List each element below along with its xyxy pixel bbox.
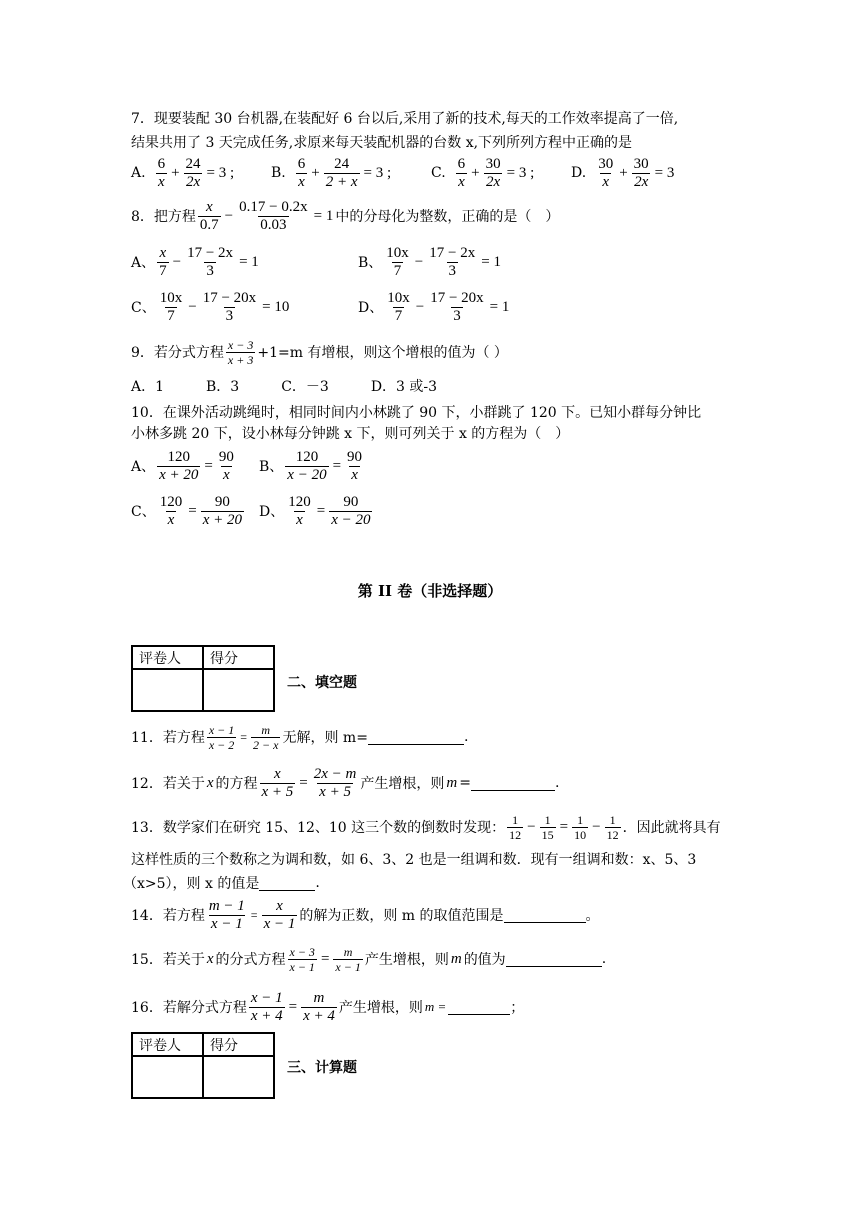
q11-end: .: [463, 729, 469, 745]
op: =: [204, 457, 213, 474]
q10-text-2: 小林多跳 20 下，设小林每分钟跳 x 下，则可列关于 x 的方程为（ ）: [131, 426, 570, 442]
answer-blank[interactable]: [471, 776, 555, 791]
rhs: = 3: [654, 164, 675, 181]
frac-num: 17 − 2x: [429, 244, 476, 261]
frac-num: 10x: [159, 289, 183, 306]
frac-den: 3: [453, 307, 461, 324]
q15-end: .: [601, 951, 607, 967]
frac-den: 7: [167, 307, 175, 324]
frac-num: 120: [167, 448, 191, 465]
rhs: = 1: [481, 253, 501, 270]
q13-line1: [131, 809, 721, 845]
frac-num: 90: [218, 448, 234, 465]
answer-blank[interactable]: [506, 952, 602, 967]
frac-den: 2 − x: [253, 737, 279, 752]
q15-suffix-2: 的值为: [463, 952, 506, 968]
grader-cell[interactable]: [132, 1056, 203, 1098]
rhs: = 1: [313, 207, 334, 224]
op: =: [188, 502, 197, 519]
q16-suffix: 产生增根，则: [338, 1000, 423, 1016]
frac-den: 0.03: [260, 216, 287, 233]
frac-num: x − 1: [250, 989, 283, 1006]
op: =: [288, 998, 298, 1015]
q16-end: ；: [510, 1000, 525, 1016]
frac-num: 10x: [386, 244, 409, 261]
frac-num: x: [205, 198, 213, 215]
frac-num: 6: [297, 155, 306, 172]
part-label-2: 三、计算题: [287, 1060, 357, 1076]
frac-num: 0.17 − 0.2x: [239, 198, 308, 215]
op: =: [299, 774, 308, 791]
frac-num: x: [159, 244, 167, 261]
frac-num: x: [276, 897, 283, 914]
frac-den: 7: [159, 262, 167, 279]
q14: [131, 897, 600, 933]
frac-num: 6: [157, 155, 166, 172]
frac-num: 1: [512, 812, 519, 827]
rhs: = 3 ;: [363, 164, 392, 181]
frac-den: x: [298, 173, 305, 190]
q13-line2: [131, 846, 696, 872]
frac-num: x − 1: [208, 722, 235, 737]
rhs: = 1: [489, 298, 510, 315]
option-label: B.: [271, 165, 286, 181]
q7-option-b[interactable]: [271, 156, 431, 191]
op: −: [188, 298, 197, 315]
q12: [131, 764, 559, 802]
option-label: B、: [259, 459, 284, 475]
score-cell[interactable]: [203, 669, 274, 711]
var: m =: [424, 999, 447, 1014]
op: =: [332, 457, 342, 474]
option-label: C、: [131, 300, 156, 316]
frac-num: 10x: [387, 289, 410, 306]
q13-suffix: ．因此就将具有: [622, 820, 721, 836]
option-label: C、: [131, 504, 156, 520]
rhs: = 3 ;: [206, 164, 235, 181]
frac-den: 10: [574, 827, 587, 842]
frac-num: 120: [288, 493, 311, 510]
frac-num: 1: [609, 812, 616, 827]
score-cell[interactable]: [203, 1056, 274, 1098]
q12-suffix: 产生增根，则: [360, 776, 445, 792]
frac-num: m: [313, 989, 325, 1006]
q10-options-ab: [131, 446, 366, 486]
q7-option-a[interactable]: [131, 156, 271, 191]
q8-stem: [131, 198, 559, 234]
frac-num: 1: [577, 812, 584, 827]
op: −: [414, 253, 424, 270]
op: +: [619, 164, 628, 181]
q8-option-b[interactable]: [358, 245, 503, 280]
frac-den: 7: [394, 307, 403, 324]
frac-den: x + 20: [159, 466, 199, 483]
q7-text-2: 结果共用了 3 天完成任务,求原来每天装配机器的台数 x,下列所列方程中正确的是: [131, 135, 633, 151]
frac-num: 2x − m: [313, 765, 357, 782]
option-label: A.: [131, 165, 146, 181]
frac-num: 24: [334, 155, 350, 172]
q15-suffix: 产生增根，则: [364, 952, 449, 968]
frac-den: x − 2: [208, 737, 235, 752]
q7-line2: [131, 127, 632, 157]
op: =: [320, 950, 330, 967]
frac-den: 3: [225, 307, 234, 324]
frac-den: x + 20: [202, 511, 242, 528]
frac-den: x: [458, 173, 465, 190]
q10-option-d[interactable]: [259, 494, 374, 529]
score-header: 得分: [203, 1033, 274, 1056]
op: −: [172, 253, 182, 270]
frac-den: x + 3: [227, 352, 254, 367]
frac-num: 90: [343, 493, 359, 510]
option-label: C.: [431, 165, 446, 181]
frac-num: m − 1: [208, 897, 245, 914]
frac-den: x + 5: [319, 783, 351, 800]
rhs: = 3 ;: [506, 164, 535, 181]
q8-options-cd: [131, 289, 511, 325]
frac-den: 3: [206, 262, 214, 279]
frac-num: 90: [347, 448, 363, 465]
frac-num: m: [343, 944, 353, 959]
q7-options: [131, 156, 676, 190]
frac-num: x: [274, 765, 281, 782]
frac-num: 17 − 20x: [430, 289, 484, 306]
q9-suffix: +1=m 有增根，则这个增根的值为（ ）: [257, 345, 508, 361]
q15-prefix: 15．若关于: [131, 952, 205, 968]
q12-prefix: 12．若关于: [131, 776, 205, 792]
frac-den: x − 20: [331, 511, 371, 528]
frac-den: 12: [509, 827, 522, 842]
frac-den: x: [167, 511, 175, 528]
op: −: [527, 818, 536, 835]
q7-option-c[interactable]: [431, 156, 571, 191]
rhs: = 10: [262, 298, 290, 315]
q12-mid: 的方程: [215, 776, 258, 792]
frac-den: 3: [448, 262, 456, 279]
frac-den: 15: [541, 827, 554, 842]
frac-den: 2x: [634, 173, 649, 190]
q7-text: 7．现要装配 30 台机器,在装配好 6 台以后,采用了新的技术,每天的工作效率提高了一倍,: [131, 111, 679, 127]
option-label: D.: [571, 165, 587, 181]
frac-num: m: [261, 722, 271, 737]
q10-option-c[interactable]: [131, 494, 259, 529]
op: −: [592, 818, 601, 835]
q8-option-d[interactable]: [358, 290, 511, 325]
q8-suffix: 中的分母化为整数，正确的是（ ）: [335, 209, 560, 225]
frac-den: x: [157, 173, 165, 190]
q15: [131, 941, 606, 977]
q16-prefix: 16．若解分式方程: [131, 1000, 247, 1016]
frac-den: x + 5: [261, 783, 294, 800]
frac-den: x: [223, 466, 230, 483]
frac-den: x − 1: [263, 915, 296, 932]
q14-end: 。: [585, 908, 600, 924]
var: m: [450, 950, 462, 967]
q10-option-a[interactable]: [131, 449, 259, 484]
op: −: [224, 207, 234, 224]
q10-text: 10．在课外活动跳绳时，相同时间内小林跳了 90 下，小群跳了 120 下。已知小群每分钟比: [131, 405, 702, 421]
q9-options-text: A．1 B．3 C．－3 D．3 或-3: [131, 379, 438, 395]
op: +: [311, 164, 320, 181]
frac-den: 0.7: [199, 216, 219, 233]
frac-den: 2x: [185, 173, 201, 190]
answer-blank[interactable]: [448, 1000, 510, 1015]
frac-den: x + 4: [250, 1007, 283, 1024]
op: +: [471, 164, 480, 181]
q8-option-c[interactable]: [131, 290, 358, 325]
frac-den: x + 4: [303, 1007, 335, 1024]
frac-num: 90: [214, 493, 230, 510]
score-table-2: [131, 1032, 275, 1099]
q12-end: .: [554, 775, 560, 791]
frac-den: x: [351, 466, 358, 483]
q13-prefix: 13．数学家们在研究 15、12、10 这三个数的倒数时发现：: [131, 820, 506, 836]
grader-header: 评卷人: [132, 1033, 203, 1056]
frac-den: 12: [606, 827, 619, 842]
op: =: [459, 775, 471, 791]
op: =: [240, 729, 248, 744]
answer-blank[interactable]: [504, 908, 586, 923]
op: =: [316, 502, 326, 519]
frac-den: x: [602, 173, 610, 190]
frac-den: x: [296, 511, 303, 528]
var: m: [446, 774, 458, 791]
frac-den: x − 20: [287, 466, 327, 483]
frac-den: 2 + x: [325, 173, 358, 190]
q13-end: .: [315, 875, 320, 891]
frac-num: 17 − 2x: [187, 244, 234, 261]
frac-num: 120: [159, 493, 183, 510]
option-label: D、: [358, 300, 384, 316]
frac-num: 120: [295, 448, 319, 465]
q14-prefix: 14．若方程: [131, 908, 205, 924]
section-title: 第 II 卷（非选择题）: [357, 582, 503, 600]
frac-num: x − 3: [227, 337, 254, 352]
q13-text-2: 这样性质的三个数称之为调和数，如 6、3、2 也是一组调和数．现有一组调和数：x、5、3: [131, 852, 697, 868]
frac-num: 24: [185, 155, 201, 172]
frac-num: 1: [544, 812, 551, 827]
q8-options-ab: [131, 244, 503, 280]
frac-den: x − 1: [335, 959, 361, 974]
q10-options-cd: [131, 491, 374, 531]
op: −: [415, 298, 425, 315]
grader-cell[interactable]: [132, 669, 203, 711]
q11: [131, 721, 468, 753]
q8-option-a[interactable]: [131, 245, 358, 280]
q13-text-3: （x>5），则 x 的值是: [123, 876, 260, 892]
part-label: 二、填空题: [287, 675, 357, 691]
frac-den: 7: [393, 262, 402, 279]
q14-suffix: 的解为正数，则 m 的取值范围是: [299, 908, 504, 924]
var: x: [206, 950, 214, 967]
rhs: = 1: [239, 253, 259, 270]
frac-num: 30: [633, 155, 649, 172]
score-header: 得分: [203, 646, 274, 669]
frac-num: 30: [485, 155, 501, 172]
q11-suffix: 无解，则 m=: [282, 730, 368, 746]
frac-num: 17 − 20x: [202, 289, 257, 306]
q9-stem: [131, 334, 508, 370]
score-table: [131, 645, 275, 712]
op: =: [559, 818, 569, 835]
op: +: [171, 164, 180, 181]
frac-num: 30: [598, 155, 614, 172]
frac-num: x − 3: [289, 944, 315, 959]
q10-line2: [131, 420, 569, 446]
option-label: B、: [358, 255, 383, 271]
answer-blank[interactable]: [259, 876, 315, 891]
q8-prefix: 8．把方程: [131, 209, 196, 225]
q13-line3: [123, 870, 320, 896]
q11-prefix: 11．若方程: [131, 730, 205, 746]
grader-header: 评卷人: [132, 646, 203, 669]
frac-num: 6: [457, 155, 466, 172]
q7-option-d[interactable]: [571, 156, 676, 191]
q9-prefix: 9．若分式方程: [131, 345, 224, 361]
q10-option-b[interactable]: [259, 449, 366, 484]
q15-mid: 的分式方程: [215, 952, 286, 968]
answer-blank[interactable]: [368, 730, 464, 745]
q9-options[interactable]: [131, 373, 437, 399]
q16: [131, 989, 524, 1025]
op: =: [250, 907, 258, 922]
var: x: [206, 774, 214, 791]
frac-den: x − 1: [289, 959, 315, 974]
option-label: A、: [131, 459, 156, 475]
frac-den: 2x: [486, 173, 501, 190]
option-label: A、: [131, 255, 156, 271]
frac-den: x − 1: [210, 915, 243, 932]
option-label: D、: [259, 504, 285, 520]
